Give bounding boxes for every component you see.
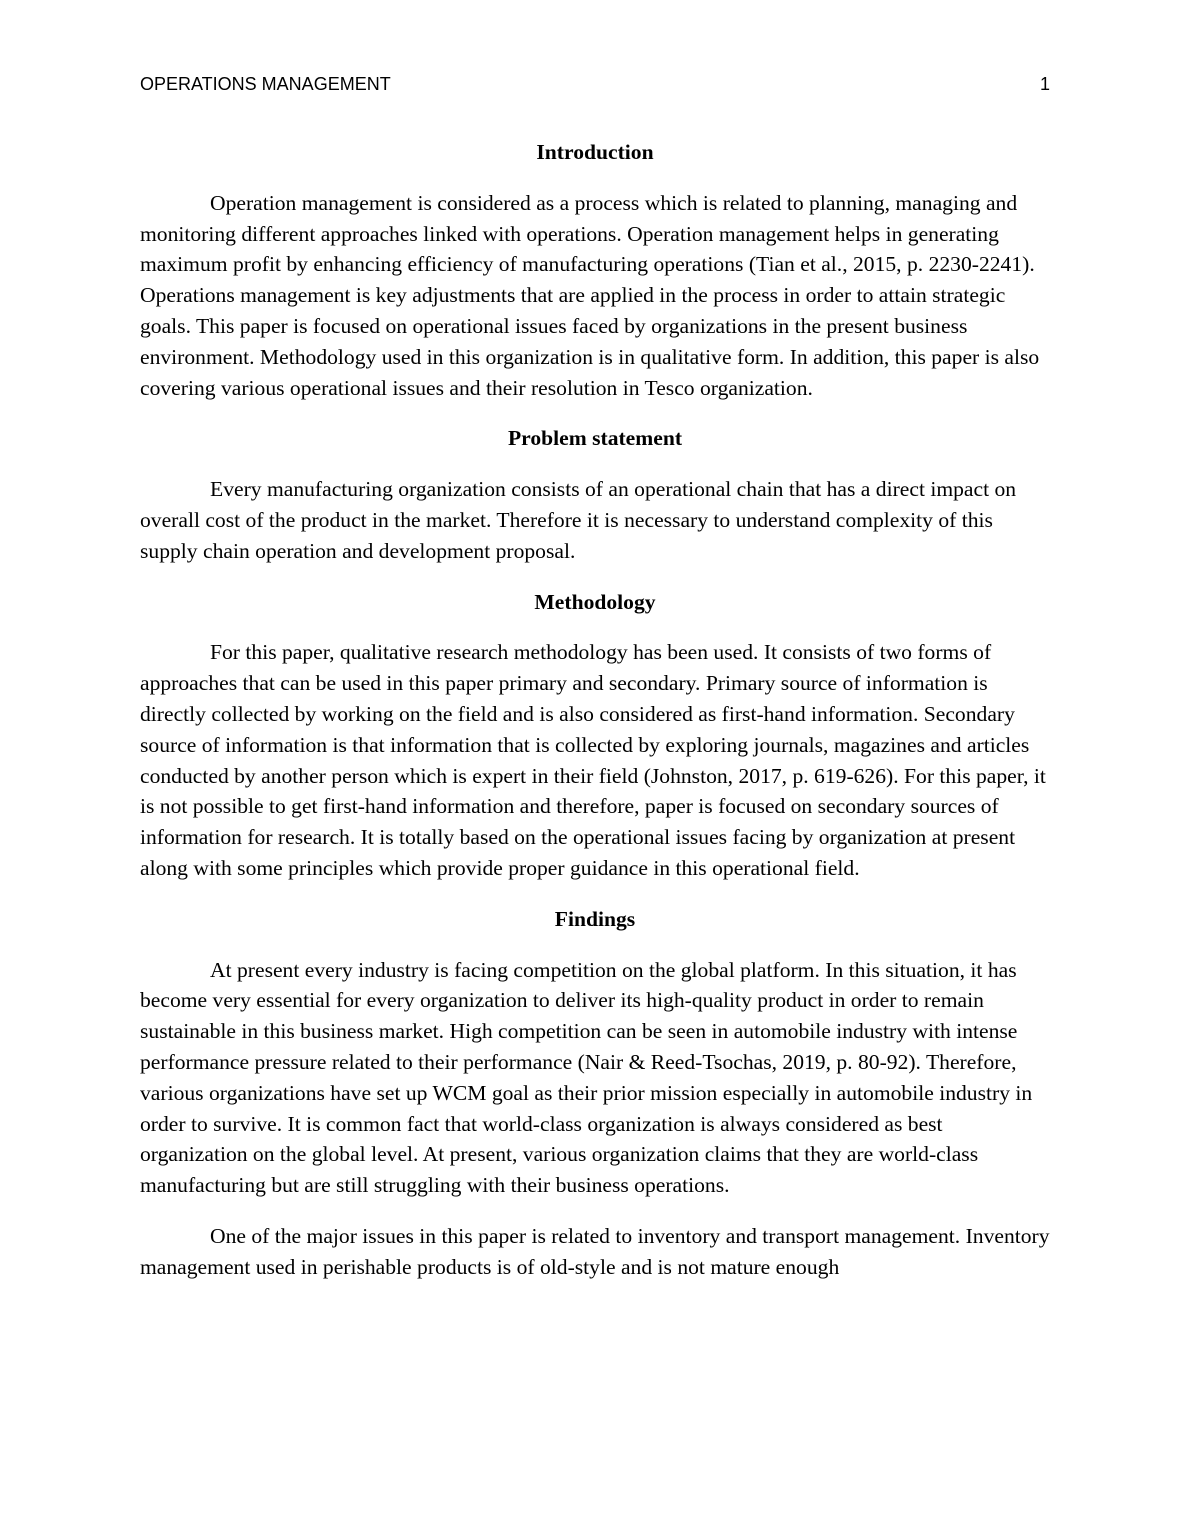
running-head-title: OPERATIONS MANAGEMENT	[140, 74, 391, 94]
paragraph: One of the major issues in this paper is related to inventory and transport management. Inventory management used in perishable products is of old-style and is not mature enough	[140, 1223, 1050, 1279]
page-number: 1	[1039, 74, 1050, 94]
section-heading-problem-statement: Problem statement	[507, 426, 683, 451]
document-body	[140, 137, 1050, 1303]
section-problem-statement	[140, 423, 1050, 566]
section-heading-methodology: Methodology	[534, 589, 656, 614]
paragraph: Every manufacturing organization consists of an operational chain that has a direct impact on overall cost of the product in the market. Therefore it is necessary to understand complexity of this supply chain operation and development proposal.	[140, 477, 1017, 563]
paragraph: Operation management is considered as a process which is related to planning, managing and monitoring different approaches linked with operations. Operation management helps in generating maximum profit by enhancing efficiency of manufacturing operations (Tian et al., 2015, p. 2230-2241). Operations management is key adjustments that are applied in the process in order to attain strategic goals. This paper is focused on operational issues faced by organizations in the present business environment. Methodology used in this organization is in qualitative form. In addition, this paper is also covering various operational issues and their resolution in Tesco organization.	[140, 190, 1040, 400]
running-head	[140, 72, 1050, 96]
section-findings	[140, 904, 1050, 1283]
section-heading-introduction: Introduction	[536, 140, 654, 164]
section-heading-findings: Findings	[554, 906, 636, 931]
section-introduction	[140, 137, 1050, 403]
section-methodology	[140, 587, 1050, 884]
paragraph: For this paper, qualitative research methodology has been used. It consists of two forms of approaches that can be used in this paper primary and secondary. Primary source of information is directly collected by working on the field and is also considered as first-hand information. Secondary source of information is that information that is collected by exploring journals, magazines and articles conducted by another person which is expert in their field (Johnston, 2017, p. 619-626). For this paper, it is not possible to get first-hand information and therefore, paper is focused on secondary sources of information for research. It is totally based on the operational issues facing by organization at present along with some principles which provide proper guidance in this operational field.	[140, 640, 1046, 880]
paragraph: At present every industry is facing competition on the global platform. In this situation, it has become very essential for every organization to deliver its high-quality product in order to remain sustainable in this business market. High competition can be seen in automobile industry with intense performance pressure related to their performance (Nair & Reed-Tsochas, 2019, p. 80-92). Therefore, various organizations have set up WCM goal as their prior mission especially in automobile industry in order to survive. It is common fact that world-class organization is always considered as best organization on the global level. At present, various organization claims that they are world-class manufacturing but are still struggling with their business operations.	[140, 957, 1033, 1198]
